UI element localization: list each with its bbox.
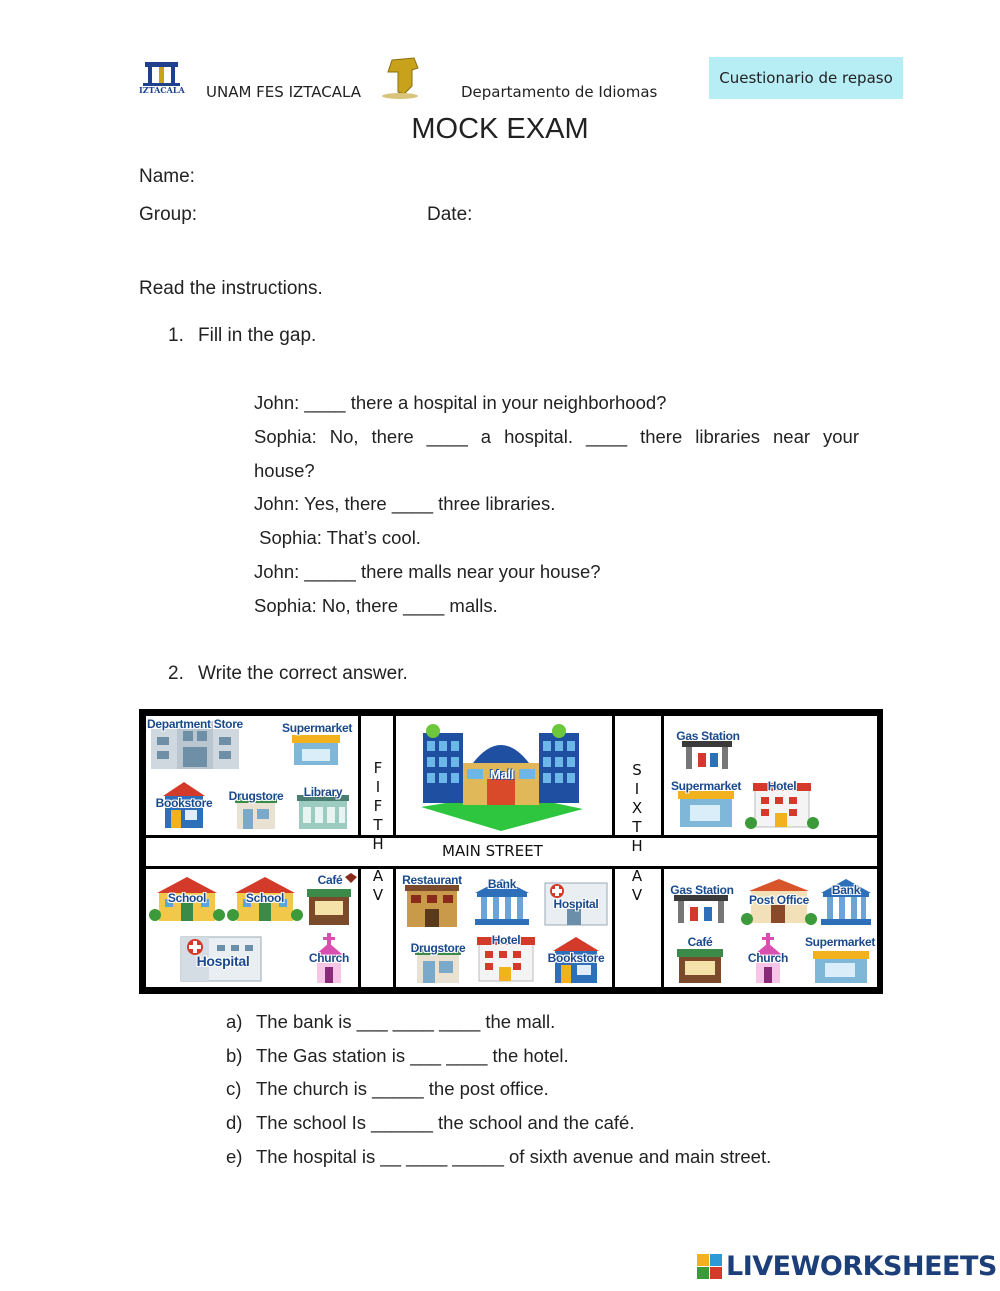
question-d: d) The school Is ______ the school and the café. [226,1112,635,1133]
section2-heading: Write the correct answer. [198,663,408,684]
hotel-building-1: Hotel [741,773,823,833]
department-logo [378,56,422,100]
church-building-1: Church [301,931,357,987]
question-c: c) The church is _____ the post office. [226,1078,549,1099]
restaurant-building: Restaurant [399,871,465,933]
school-building-2: School [227,871,303,927]
hospital-building-2: Hospital [539,873,613,931]
cafe-building-2: Café [669,931,731,987]
gas-station-building-2: Gas Station [666,873,738,929]
unam-logo [139,58,184,98]
gas-station-building-1: Gas Station [672,719,744,775]
supermarket-building-3: Supermarket [803,931,877,987]
question-b: b) The Gas station is ___ ____ the hotel. [226,1045,569,1066]
department-name: Departamento de Idiomas [461,83,658,101]
supermarket-building-2: Supermarket [670,773,742,831]
liveworksheets-brand: LIVEWORKSHEETS [726,1251,997,1282]
question-list [226,1011,846,1181]
bank-building-2: Bank [817,875,875,927]
mall-building: Mall [417,719,587,833]
department-store-building: Department Store [147,717,243,773]
school-building-1: School [149,871,225,927]
dialogue-line: house? [254,459,315,481]
dialogue [254,386,859,623]
question-e: e) The hospital is __ ____ _____ of sixth avenue and main street. [226,1146,772,1167]
library-building: Library [291,783,355,833]
post-office-building: Post Office [741,873,817,931]
bookstore-building-1: Bookstore [153,774,215,832]
date-label: Date: [427,204,473,225]
bookstore-building-2: Bookstore [543,931,609,987]
name-label: Name: [139,166,195,187]
dialogue-line: Sophia: No, there ____ malls. [254,594,498,616]
instructions: Read the instructions. [139,278,323,299]
dialogue-line: Sophia: That’s cool. [254,527,421,549]
institution-name: UNAM FES IZTACALA [206,83,361,101]
hotel-building-2: Hotel [469,929,543,987]
hospital-building-1: Hospital [173,929,273,985]
liveworksheets-icon [697,1254,723,1280]
bank-building-1: Bank [469,875,535,927]
cafe-building-1: Café [301,871,359,929]
dialogue-line: John: Yes, there ____ three libraries. [254,493,556,515]
liveworksheets-logo [697,1251,997,1282]
section1-number: 1. [168,325,184,346]
drugstore-building-1: Drugstore [225,781,287,833]
supermarket-building-1: Supermarket [282,721,352,769]
review-badge: Cuestionario de repaso [709,57,903,99]
group-label: Group: [139,204,198,225]
dialogue-line: John: _____ there malls near your house? [254,560,601,582]
fifth-avenue-label: F I F T H A V [372,759,384,904]
town-map [139,709,883,994]
question-a: a) The bank is ___ ____ ____ the mall. [226,1011,556,1032]
church-building-2: Church [739,931,797,987]
page-title: MOCK EXAM [411,113,589,145]
drugstore-building-2: Drugstore [407,931,469,987]
main-street-label: MAIN STREET [442,842,543,860]
section1-heading: Fill in the gap. [198,325,317,346]
logo-text: IZTACALA [139,85,185,95]
sixth-avenue-label: S I X T H A V [631,761,643,904]
dialogue-line: John: ____ there a hospital in your neighborhood? [254,392,667,413]
dialogue-line: Sophia: No, there ____ a hospital. ____ there libraries near your [254,425,859,447]
section2-number: 2. [168,663,184,684]
